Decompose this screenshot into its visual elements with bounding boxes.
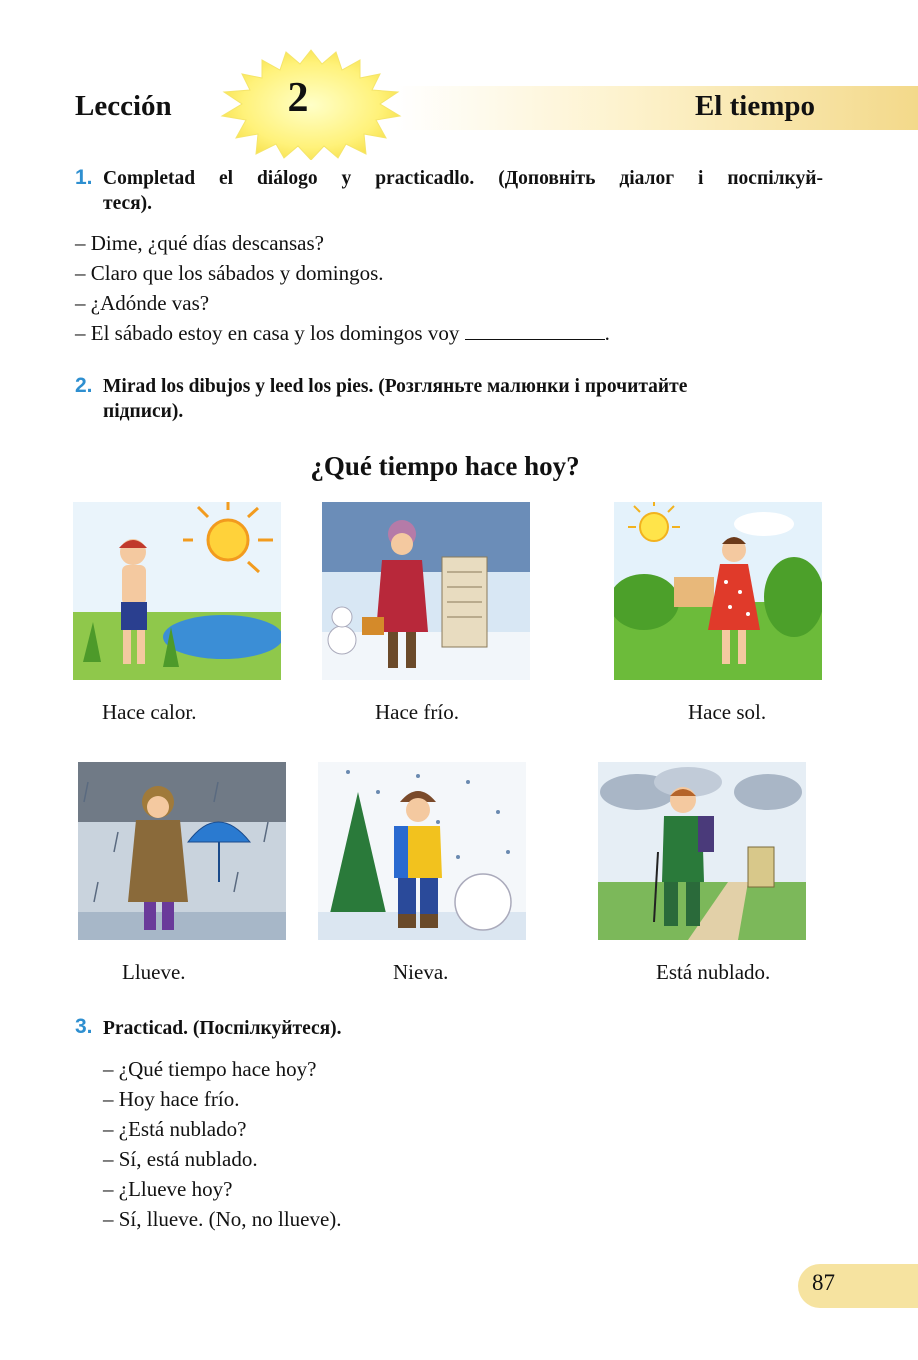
lesson-label: Lección [75, 90, 172, 122]
exercise-1-instruction-line1: Completad el diálogo y practicadlo. (Доповніть діалог і поспілкуй- [103, 168, 823, 189]
exercise-1-instruction-line2: теся). [103, 193, 153, 214]
dialogue-line: – ¿Adónde vas? [75, 291, 210, 315]
boy-sun-beach-illustration [73, 502, 281, 680]
exercise-3-number: 3. [75, 1015, 93, 1038]
dialogue-line: – Hoy hace frío. [103, 1087, 240, 1111]
caption: Hace frío. [375, 700, 459, 724]
page-number: 87 [812, 1270, 835, 1295]
dialogue-line: – ¿Está nublado? [103, 1117, 247, 1141]
girl-rain-umbrella-illustration [78, 762, 286, 940]
exercise-2-subtitle: ¿Qué tiempo hace hoy? [310, 451, 580, 481]
caption: Hace calor. [102, 700, 197, 724]
exercise-2-instruction [103, 374, 823, 424]
answer-blank[interactable] [465, 321, 605, 340]
caption: Nieva. [393, 960, 449, 984]
girl-winter-snowman-illustration [322, 502, 530, 680]
caption: Está nublado. [656, 960, 771, 984]
dialogue-line: – Dime, ¿qué días descansas? [75, 231, 324, 255]
boy-snowing-illustration [318, 762, 526, 940]
exercise-1-number: 1. [75, 166, 93, 189]
caption: Hace sol. [688, 700, 767, 724]
dialogue-line: – Sí, llueve. (No, no llueve). [103, 1207, 342, 1231]
lesson-title: El tiempo [694, 90, 815, 122]
boy-cloudy-illustration [598, 762, 806, 940]
caption: Llueve. [122, 960, 186, 984]
exercise-2-instruction-line2: підписи). [103, 401, 184, 422]
dialogue-line: – Claro que los sábados y domingos. [75, 261, 384, 285]
exercise-3-instruction: Practicad. (Поспілкуйтеся). [103, 1018, 342, 1039]
exercise-1-instruction [103, 166, 823, 216]
header-band [395, 86, 918, 130]
dialogue-line: – ¿Qué tiempo hace hoy? [103, 1057, 317, 1081]
exercise-2-instruction-line1: Mirad los dibujos y leed los pies. (Розгляньте малюнки і прочитайте [103, 376, 688, 397]
lesson-number: 2 [287, 75, 309, 121]
dialogue-line: – ¿Llueve hoy? [103, 1177, 233, 1201]
dialogue-line-text: – El sábado estoy en casa y los domingos voy [75, 321, 460, 345]
exercise-2-number: 2. [75, 374, 93, 397]
dialogue-line-with-blank [75, 318, 610, 348]
dialogue-line-end: . [604, 321, 610, 345]
girl-sunny-meadow-illustration [614, 502, 822, 680]
dialogue-line: – Sí, está nublado. [103, 1147, 258, 1171]
